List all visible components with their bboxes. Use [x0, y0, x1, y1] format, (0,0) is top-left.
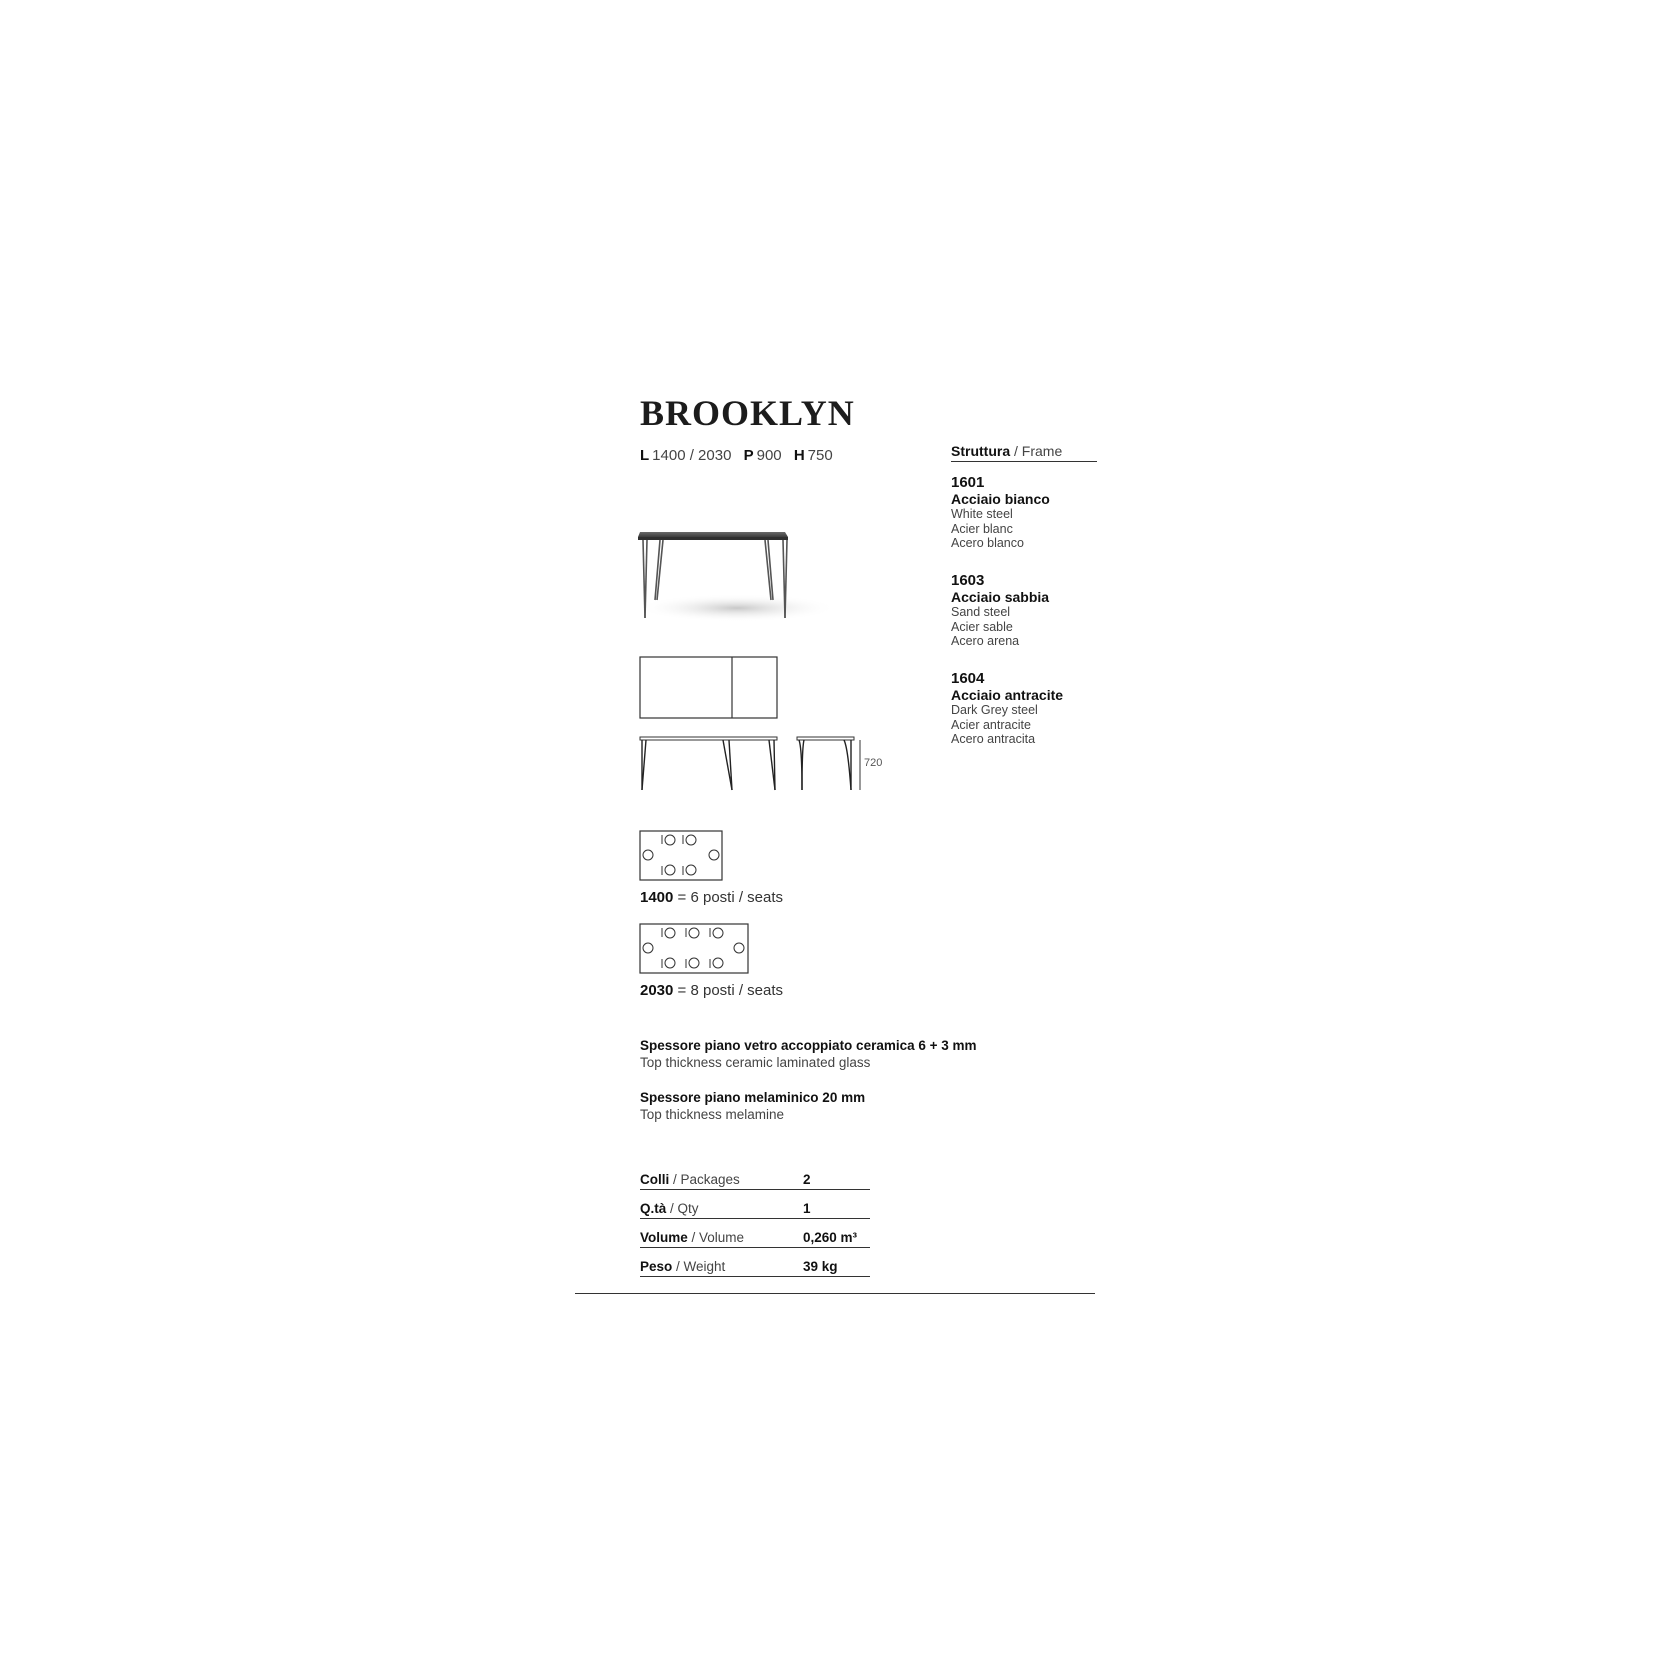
row-label: Colli — [640, 1172, 670, 1187]
seating-size: 2030 — [640, 982, 674, 999]
table-plan-drawing — [639, 656, 779, 720]
seating-text: = 6 posti / seats — [673, 889, 784, 906]
finish-name-en: Sand steel — [951, 605, 1011, 619]
product-title: BROOKLYN — [640, 393, 855, 433]
row-label-en: / Packages — [669, 1172, 740, 1187]
finish-name: Acciaio antracite — [951, 687, 1064, 703]
row-label-en: / Qty — [666, 1201, 699, 1216]
finish-code: 1604 — [951, 670, 985, 687]
dim-value: 1400 / 2030 — [652, 447, 732, 464]
row-label-en: / Volume — [687, 1230, 745, 1245]
structure-label-en: / Frame — [1010, 443, 1063, 459]
seating-diagram-8 — [639, 923, 751, 975]
spec-glass — [640, 1037, 977, 1071]
finish-name: Acciaio sabbia — [951, 589, 1050, 605]
product-dimensions — [640, 447, 833, 464]
finish-name-en: White steel — [951, 507, 1013, 521]
finish-item-1604 — [951, 671, 1131, 747]
row-label: Volume — [640, 1230, 688, 1245]
dim-value: 900 — [756, 447, 782, 464]
finish-code: 1601 — [951, 474, 985, 491]
dim-value: 750 — [807, 447, 833, 464]
spec-title: Spessore piano melaminico 20 mm — [640, 1090, 866, 1105]
finish-item-1603 — [951, 573, 1131, 649]
finish-name-es: Acero antracita — [951, 732, 1036, 746]
footer-divider — [575, 1293, 1095, 1294]
table-render-image — [625, 520, 835, 630]
spec-melamine — [640, 1089, 865, 1123]
seating-label-1400 — [640, 889, 783, 906]
packaging-table — [640, 1161, 870, 1277]
table-row — [640, 1248, 870, 1277]
spec-title: Spessore piano vetro accoppiato ceramica 6 + 3 mm — [640, 1038, 977, 1053]
row-label: Q.tà — [640, 1201, 667, 1216]
row-value: 39 kg — [803, 1259, 838, 1274]
structure-label: Struttura — [951, 443, 1011, 459]
row-value: 1 — [803, 1201, 811, 1216]
row-label-en: / Weight — [672, 1259, 726, 1274]
table-row — [640, 1190, 870, 1219]
table-row — [640, 1161, 870, 1190]
row-value: 0,260 m³ — [803, 1230, 858, 1245]
seating-diagram-6 — [639, 830, 725, 882]
seating-size: 1400 — [640, 889, 674, 906]
spec-subtitle: Top thickness melamine — [640, 1107, 785, 1122]
seating-label-2030 — [640, 982, 783, 999]
dim-key: L — [640, 447, 650, 464]
spec-subtitle: Top thickness ceramic laminated glass — [640, 1055, 871, 1070]
row-value: 2 — [803, 1172, 811, 1187]
table-side-elevation-drawing — [796, 736, 866, 792]
finish-name-fr: Acier sable — [951, 619, 1013, 634]
row-label: Peso — [640, 1259, 673, 1274]
structure-heading — [951, 443, 1097, 462]
finish-name-en: Dark Grey steel — [951, 703, 1038, 717]
finish-item-1601 — [951, 475, 1131, 551]
dim-key: H — [793, 447, 805, 464]
table-front-elevation-drawing — [639, 736, 779, 792]
seating-text: = 8 posti / seats — [673, 982, 784, 999]
table-row — [640, 1219, 870, 1248]
finish-name: Acciaio bianco — [951, 491, 1050, 507]
finish-code: 1603 — [951, 572, 985, 589]
finish-name-fr: Acier blanc — [951, 521, 1013, 536]
finish-name-es: Acero blanco — [951, 536, 1024, 550]
finish-name-fr: Acier antracite — [951, 717, 1031, 732]
dim-key: P — [743, 447, 754, 464]
finish-name-es: Acero arena — [951, 634, 1020, 648]
height-dimension-label: 720 — [864, 757, 883, 769]
